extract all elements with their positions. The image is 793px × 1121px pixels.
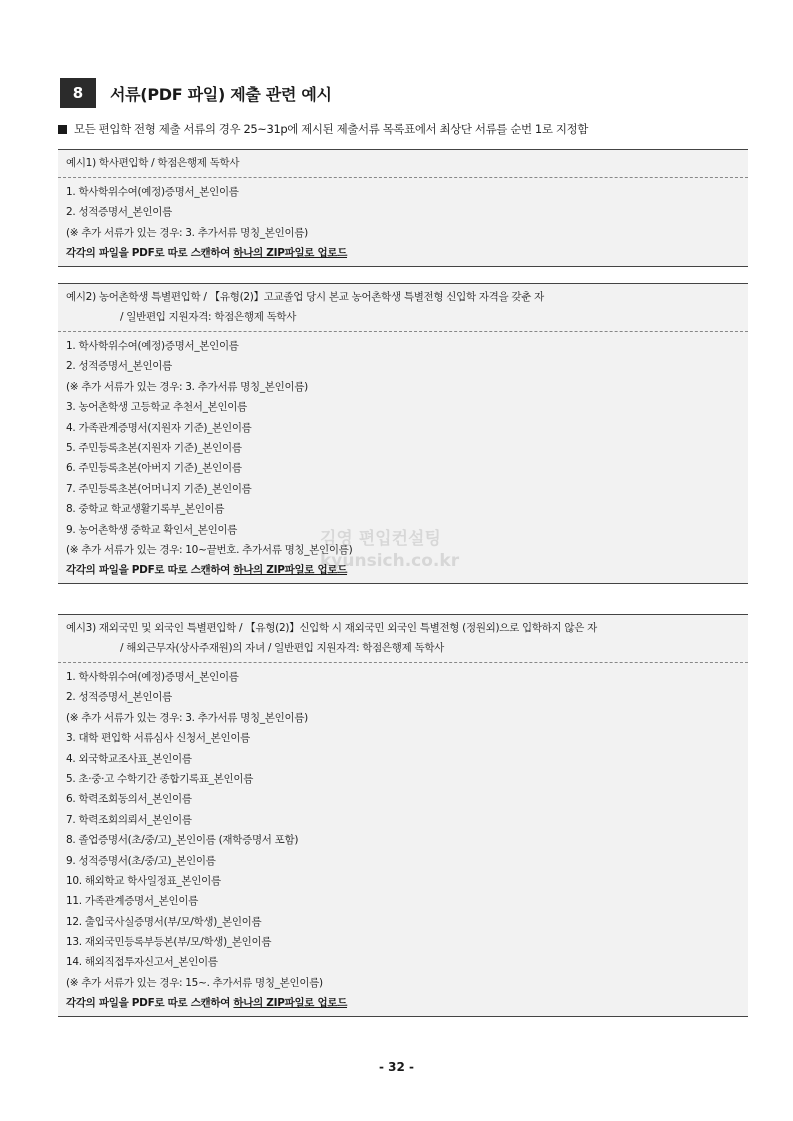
list-item: 7. 학력조회의뢰서_본인이름 xyxy=(66,813,192,826)
list-item: 2. 성적증명서_본인이름 xyxy=(66,206,172,219)
section-number-badge: 8 xyxy=(60,78,96,108)
list-item: 9. 농어촌학생 중학교 확인서_본인이름 xyxy=(66,523,238,536)
list-item: 11. 가족관계증명서_본인이름 xyxy=(66,895,199,908)
example-body xyxy=(58,178,748,266)
intro-text: 모든 편입학 전형 제출 서류의 경우 25~31p에 제시된 제출서류 목록표에서 최상단 서류를 순번 1로 지정함 xyxy=(74,122,588,136)
example-header-line: 예시1) 학사편입학 / 학점은행제 독학사 xyxy=(66,157,240,169)
list-item: (※ 추가 서류가 있는 경우: 10~끝번호. 추가서류 명칭_본인이름) xyxy=(66,543,353,556)
list-item: 2. 성적증명서_본인이름 xyxy=(66,360,172,373)
list-item: 9. 성적증명서(초/중/고)_본인이름 xyxy=(66,854,216,867)
list-item: 7. 주민등록초본(어머니지 기준)_본인이름 xyxy=(66,482,252,495)
upload-instruction-emphasis: 하나의 ZIP파일로 업로드 xyxy=(233,997,348,1010)
upload-instruction-text: 각각의 파일을 PDF로 따로 스캔하여 xyxy=(66,997,234,1010)
list-item: 6. 주민등록초본(아버지 기준)_본인이름 xyxy=(66,462,242,475)
list-item: (※ 추가 서류가 있는 경우: 3. 추가서류 명칭_본인이름) xyxy=(66,380,308,393)
list-item: 3. 농어촌학생 고등학교 추천서_본인이름 xyxy=(66,401,247,414)
example-box-1 xyxy=(58,149,748,267)
list-item: 4. 외국학교조사표_본인이름 xyxy=(66,752,192,765)
list-item: (※ 추가 서류가 있는 경우: 15~. 추가서류 명칭_본인이름) xyxy=(66,976,323,989)
example-header-line: / 해외근무자(상사주재원)의 자녀 / 일반편입 지원자격: 학점은행제 독학사 xyxy=(120,642,445,654)
list-item: 8. 졸업증명서(초/중/고)_본인이름 (재학증명서 포함) xyxy=(66,834,299,847)
list-item: 1. 학사학위수여(예정)증명서_본인이름 xyxy=(66,186,239,198)
upload-instruction-text: 각각의 파일을 PDF로 따로 스캔하여 xyxy=(66,247,234,260)
watermark-line: kyunsich.co.kr xyxy=(320,551,460,571)
list-item: 5. 초·중·고 수학기간 종합기록표_본인이름 xyxy=(66,772,254,785)
page-number: - 32 - xyxy=(378,1060,414,1074)
list-item: 1. 학사학위수여(예정)증명서_본인이름 xyxy=(66,671,239,683)
list-item: 13. 재외국민등록부등본(부/모/학생)_본인이름 xyxy=(66,936,272,949)
upload-instruction-text: 각각의 파일을 PDF로 따로 스캔하여 xyxy=(66,564,234,577)
example-header-line: / 일반편입 지원자격: 학점은행제 독학사 xyxy=(120,311,297,323)
list-item: 1. 학사학위수여(예정)증명서_본인이름 xyxy=(66,340,239,352)
square-bullet-icon xyxy=(58,125,67,134)
upload-instruction xyxy=(66,993,740,1013)
list-item: 4. 가족관계증명서(지원자 기준)_본인이름 xyxy=(66,421,252,434)
list-item: 14. 해외직접투자신고서_본인이름 xyxy=(66,956,218,969)
list-item: (※ 추가 서류가 있는 경우: 3. 추가서류 명칭_본인이름) xyxy=(66,226,308,239)
list-item: (※ 추가 서류가 있는 경우: 3. 추가서류 명칭_본인이름) xyxy=(66,711,308,724)
list-item: 5. 주민등록초본(지원자 기준)_본인이름 xyxy=(66,441,242,454)
example-header xyxy=(58,150,748,178)
list-item: 8. 중학교 학교생활기록부_본인이름 xyxy=(66,503,225,516)
list-item: 10. 해외학교 학사일정표_본인이름 xyxy=(66,874,221,887)
example-body xyxy=(58,663,748,1016)
section-header xyxy=(60,78,332,108)
intro-note xyxy=(58,121,588,137)
example-header-line: 예시2) 농어촌학생 특별편입학 / 【유형(2)】고교졸업 당시 본교 농어촌학생 특별전형 신입학 자격을 갖춘 자 xyxy=(66,291,544,303)
example-box-3 xyxy=(58,614,748,1017)
list-item: 3. 대학 편입학 서류심사 신청서_본인이름 xyxy=(66,732,251,745)
section-title: 서류(PDF 파일) 제출 관련 예시 xyxy=(110,84,332,104)
upload-instruction xyxy=(66,560,740,580)
example-header-line: 예시3) 재외국민 및 외국인 특별편입학 / 【유형(2)】신입학 시 재외국민 외국인 특별전형 (정원외)으로 입학하지 않은 자 xyxy=(66,622,597,634)
list-item: 2. 성적증명서_본인이름 xyxy=(66,691,172,704)
upload-instruction-emphasis: 하나의 ZIP파일로 업로드 xyxy=(233,247,348,260)
example-header xyxy=(58,284,748,332)
example-body xyxy=(58,332,748,583)
watermark-line: 김영 편입컨설팅 xyxy=(320,529,441,549)
example-header xyxy=(58,615,748,663)
example-box-2 xyxy=(58,283,748,584)
upload-instruction xyxy=(66,243,740,263)
upload-instruction-emphasis: 하나의 ZIP파일로 업로드 xyxy=(233,564,348,577)
list-item: 12. 출입국사실증명서(부/모/학생)_본인이름 xyxy=(66,915,262,928)
list-item: 6. 학력조회동의서_본인이름 xyxy=(66,793,192,806)
